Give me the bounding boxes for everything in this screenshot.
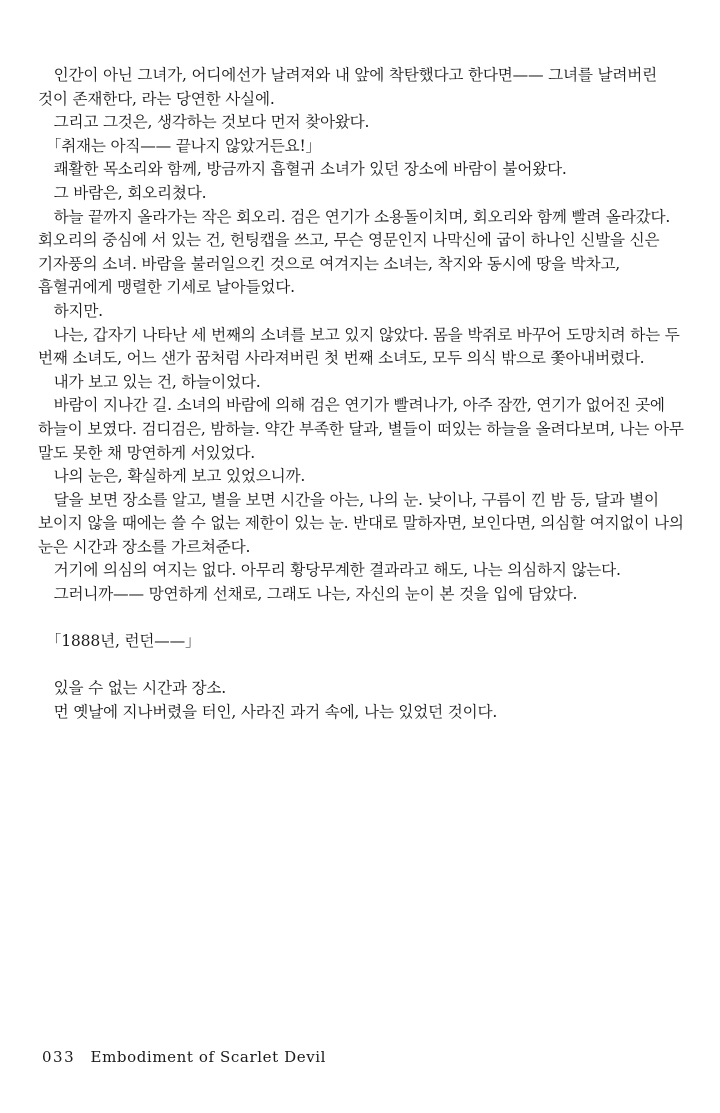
- page-number: 033: [42, 1048, 76, 1066]
- paragraph-13: 거기에 의심의 여지는 없다. 아무리 황당무계한 결과라고 해도, 나는 의심하지 않는다.: [53, 561, 621, 580]
- paragraph-14: 그러니까—— 망연하게 선채로, 그래도 나는, 자신의 눈이 본 것을 입에 담았다.: [53, 585, 578, 604]
- paragraph-7: 하지만.: [53, 301, 103, 320]
- section-gap-1: [38, 607, 686, 631]
- section-gap-2: [38, 654, 686, 678]
- paragraph-9: 내가 보고 있는 건, 하늘이었다.: [53, 372, 261, 391]
- dialogue-1: 「취재는 아직—— 끝나지 않았거든요!」: [45, 136, 321, 155]
- quote-line: 「1888년, 런던——」: [45, 632, 201, 651]
- paragraph-8: 나는, 갑자기 나타난 세 번째의 소녀를 보고 있지 않았다. 몸을 박쥐로 바꾸어 도망치려 하는 두 번째 소녀도, 어느 샌가 꿈처럼 사라져버린 첫 번째 소녀도, 모두 의식 밖으로 쫓아내버렸다.: [38, 325, 680, 368]
- closing-line-2: 먼 옛날에 지나버렸을 터인, 사라진 과거 속에, 나는 있었던 것이다.: [53, 703, 498, 722]
- paragraph-6: 하늘 끝까지 올라가는 작은 회오리. 검은 연기가 소용돌이치며, 회오리와 함께 빨려 올라갔다. 회오리의 중심에 서 있는 건, 헌팅캡을 쓰고, 무슨 영문인지 나막신에 굽이 하나인 신발을 신은 기자풍의 소녀. 바람을 불러일으킨 것으로 여겨지는 소녀는, 착지와 동시에 땅을 박차고, 흡혈귀에게 맹렬한 기세로 날아들었다.: [38, 207, 671, 297]
- closing-line-1: 있을 수 없는 시간과 장소.: [53, 679, 227, 698]
- book-title: Embodiment of Scarlet Devil: [90, 1048, 327, 1066]
- paragraph-12: 달을 보면 장소를 알고, 별을 보면 시간을 아는, 나의 눈. 낮이나, 구름이 낀 밤 등, 달과 별이 보이지 않을 때에는 쓸 수 없는 제한이 있는 눈. 반대로 말하자면, 보인다면, 의심할 여지없이 나의 눈은 시간과 장소를 가르쳐준다.: [38, 490, 684, 556]
- page-footer: [42, 1048, 326, 1066]
- paragraph-2: 그리고 그것은, 생각하는 것보다 먼저 찾아왔다.: [53, 113, 370, 132]
- body-text: [38, 64, 686, 725]
- paragraph-10: 바람이 지나간 길. 소녀의 바람에 의해 검은 연기가 빨려나가, 아주 잠깐, 연기가 없어진 곳에 하늘이 보였다. 검디검은, 밤하늘. 약간 부족한 달과, 별들이 떠있는 하늘을 올려다보며, 나는 아무 말도 못한 채 망연하게 서있었다.: [38, 396, 684, 462]
- paragraph-1: 인간이 아닌 그녀가, 어디에선가 날려져와 내 앞에 착탄했다고 한다면—— 그녀를 날려버린 것이 존재한다, 라는 당연한 사실에.: [38, 66, 657, 108]
- paragraph-5: 그 바람은, 회오리쳤다.: [53, 183, 207, 202]
- paragraph-4: 쾌활한 목소리와 함께, 방금까지 흡혈귀 소녀가 있던 장소에 바람이 불어왔다.: [53, 160, 567, 179]
- paragraph-11: 나의 눈은, 확실하게 보고 있었으니까.: [53, 467, 306, 486]
